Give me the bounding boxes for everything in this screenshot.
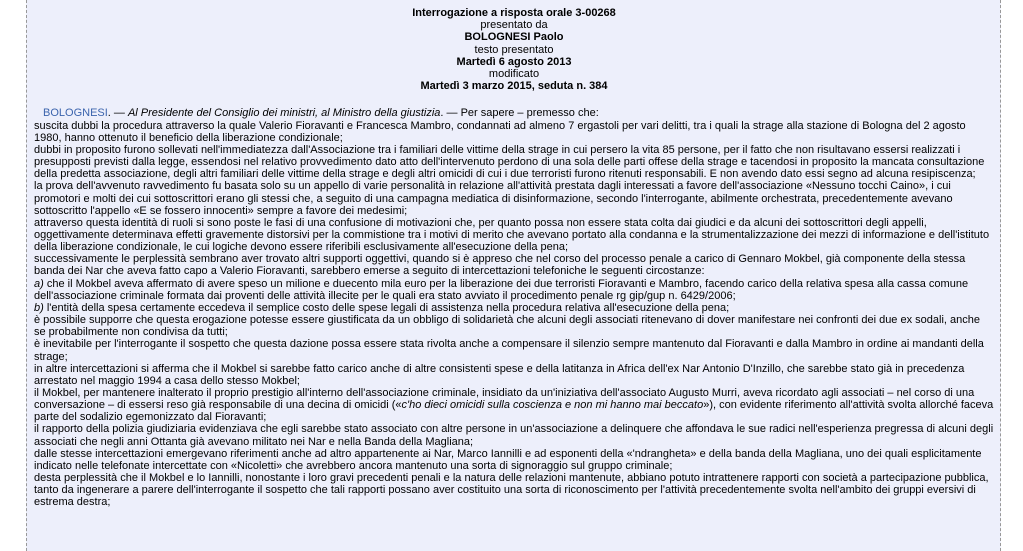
paragraph [34, 363, 994, 387]
paragraph [34, 423, 994, 447]
interrogation-panel [26, 0, 1001, 551]
text-presented-label: testo presentato [474, 43, 554, 56]
modified-date: Martedì 3 marzo 2015, seduta n. 384 [420, 80, 608, 93]
document-body [34, 107, 994, 508]
opening-request: Per sapere – premesso che: [460, 107, 599, 120]
paragraph [34, 448, 994, 472]
paragraph-text-segment: »), con evidente riferimento all'attività svolta allorché faceva parte del sodalizio egemonizzato dal Fioravanti; [34, 399, 994, 424]
document-title: Interrogazione a risposta orale 3-00268 [412, 7, 616, 19]
paragraph-text-segment: è inevitabile per l'interrogante il sospetto che questa dazione possa essere stata rivolta anche a compensare il silenzio sempre mantenuto dal Fioravanti e dalla Mambro in ordine ai mandanti della strage; [34, 338, 984, 363]
paragraph [34, 338, 994, 362]
paragraph [34, 314, 994, 338]
paragraph-text-segment: l'entità della spesa certamente eccedeva il semplice costo delle spese legali di assistenza nella procedura relativa all'esecuzione della pena; [43, 301, 730, 314]
opening-separator-2: . — [440, 107, 461, 120]
modified-label: modificato [488, 68, 540, 81]
opening-addressees: Al Presidente del Consiglio dei ministri, al Ministro della giustizia [127, 107, 441, 120]
paragraph-text-segment: suscita dubbi la procedura attraverso la quale Valerio Fioravanti e Francesca Mambro, condannati ad almeno 7 ergastoli per vari delitti, tra i quali la strage alla stazione di Bologna del 2 agosto 1980, hanno ottenuto il beneficio della liberazione condizionale; [34, 119, 966, 144]
paragraph-text-segment: attraverso questa identità di ruoli si sono poste le fasi di una confusione di motivazioni che, per quanto possa non essere stata colta dai giudici e da alcuni dei sottoscrittori degli appelli, oggettivamente determinava effetti gravemente distorsivi per la commistione tra i motivi di merito che avevano portato alla condanna e la strumentalizzazione dei mezzi di informazione e dell'istituto della liberazione condizionale, le cui logiche devono essere riferibili esclusivamente all'esecuzione della pena; [34, 216, 990, 254]
paragraph [34, 472, 994, 508]
paragraph-text-segment: è possibile supporre che questa erogazione potesse essere giustificata da un obbligo di solidarietà che alcuni degli associati ritenevano di dover manifestare nei confronti dei due ex sodali, anche se probabilmente non condivisa da tutti; [34, 314, 980, 339]
paragraph-text-segment: dalle stesse intercettazioni emergevano riferimenti anche ad altro appartenente ai Nar, Marco Iannilli e ad esponenti della «'ndrangheta» e della banda della Magliana, uno dei quali esplicitamente indicato nelle telefonate intercettate con «Nicoletti» che avrebbero ancora mantenuto una sorta di signoraggio sul gruppo criminale; [34, 447, 982, 472]
paragraph-list [34, 120, 994, 509]
paragraph-text-segment: desta perplessità che il Mokbel e lo Iannilli, nonostante i loro gravi precedenti penali e la natura delle relazioni mantenute, abbiano potuto intrattenere rapporti con società a partecipazione pubblica, tanto da ingenerare a parere dell'interrogante il sospetto che tali rapporti possano aver costituito una sorta di riconoscimento per l'attività precedentemente svolta nell'ambito dei gruppi eversivi di estrema destra; [34, 472, 989, 509]
document-header [34, 7, 994, 92]
paragraph [34, 302, 994, 314]
presented-by-label: presentato da [480, 19, 548, 32]
paragraph [34, 144, 994, 180]
presenter-name: BOLOGNESI Paolo [464, 31, 564, 44]
paragraph [34, 253, 994, 277]
paragraph [34, 120, 994, 144]
paragraph-italic-segment: c'ho dieci omicidi sulla coscienza e non mi hanno mai beccato [401, 399, 704, 412]
opening-separator-1: . — [107, 107, 128, 120]
paragraph [34, 278, 994, 302]
paragraph [34, 180, 994, 216]
opening-paragraph [34, 107, 994, 119]
presented-date: Martedì 6 agosto 2013 [456, 55, 572, 68]
paragraph-italic-segment: a) [34, 277, 44, 290]
paragraph-text-segment: dubbi in proposito furono sollevati nell'immediatezza dall'Associazione tra i familiari delle vittime della strage in cui persero la vita 85 persone, per il fatto che non risultavano essersi realizzati i presupposti previsti dalla legge, essendosi nel relativo provvedimento dato atto dell'intervenuto perdono di una sola delle parti offese della strage e tacendosi in proposito la mancata consultazione della predetta associazione, degli altri familiari delle vittime della strage e degli altri omicidi di cui i due terroristi furono ritenuti responsabili. E non avendo dato essi segno ad alcuna resipiscenza; [34, 143, 985, 181]
paragraph-text-segment: che il Mokbel aveva affermato di avere speso un milione e duecento mila euro per la liberazione dei due terroristi Fioravanti e Mambro, facendo carico della relativa spesa alla cassa comune dell'associazione criminale formata dai proventi delle attività illecite per le quali era stato avviato il procedimento penale rg gip/gup n. 6429/2006; [34, 277, 969, 302]
paragraph-italic-segment: b) [34, 301, 44, 314]
paragraph-text-segment: in altre intercettazioni si afferma che il Mokbel si sarebbe fatto carico anche di altre consistenti spese e della latitanza in Africa dell'ex Nar Antonio D'Inzillo, che sarebbe stato già in precedenza arrestato nel maggio 1994 a casa dello stesso Mokbel; [34, 362, 965, 387]
paragraph [34, 217, 994, 253]
paragraph-text-segment: la prova dell'avvenuto ravvedimento fu basata solo su un appello di varie personalità in relazione all'attività prestata dagli interessati a favore dell'associazione «Nessuno tocchi Caino», i cui promotori e molti dei cui sottoscrittori erano gli stessi che, a seguito di una campagna mediatica di disinformazione, secondo l'interrogante, abilmente orchestrata, precedentemente avevano sottoscritto l'appello «E se fossero innocenti» sempre a favore dei medesimi; [34, 180, 953, 217]
paragraph-text-segment: il rapporto della polizia giudiziaria evidenziava che egli sarebbe stato associato con altre persone in un'associazione a delinquere che affondava le sue radici nell'esperienza pregressa di alcuni degli associati che negli anni Ottanta già avevano militato nei Nar e nella Banda della Magliana; [34, 423, 994, 448]
paragraph [34, 387, 994, 423]
paragraph-text-segment: successivamente le perplessità sembrano aver trovato altri supporti oggettivi, quando si è appreso che nel corso del processo penale a carico di Gennaro Mokbel, già componente della stessa banda dei Nar che aveva fatto capo a Valerio Fioravanti, sarebbero emerse a seguito di intercettazioni telefoniche le seguenti circostanze: [34, 253, 966, 278]
speaker-link[interactable]: BOLOGNESI [43, 107, 108, 120]
paragraph-text-segment: il Mokbel, per mantenere inalterato il proprio prestigio all'interno dell'associazione criminale, insidiato da un'iniziativa dell'associato Augusto Murri, aveva ricordato agli associati – nel corso di una conversazione – di essersi reso già responsabile di una decina di omicidi (« [34, 387, 975, 412]
